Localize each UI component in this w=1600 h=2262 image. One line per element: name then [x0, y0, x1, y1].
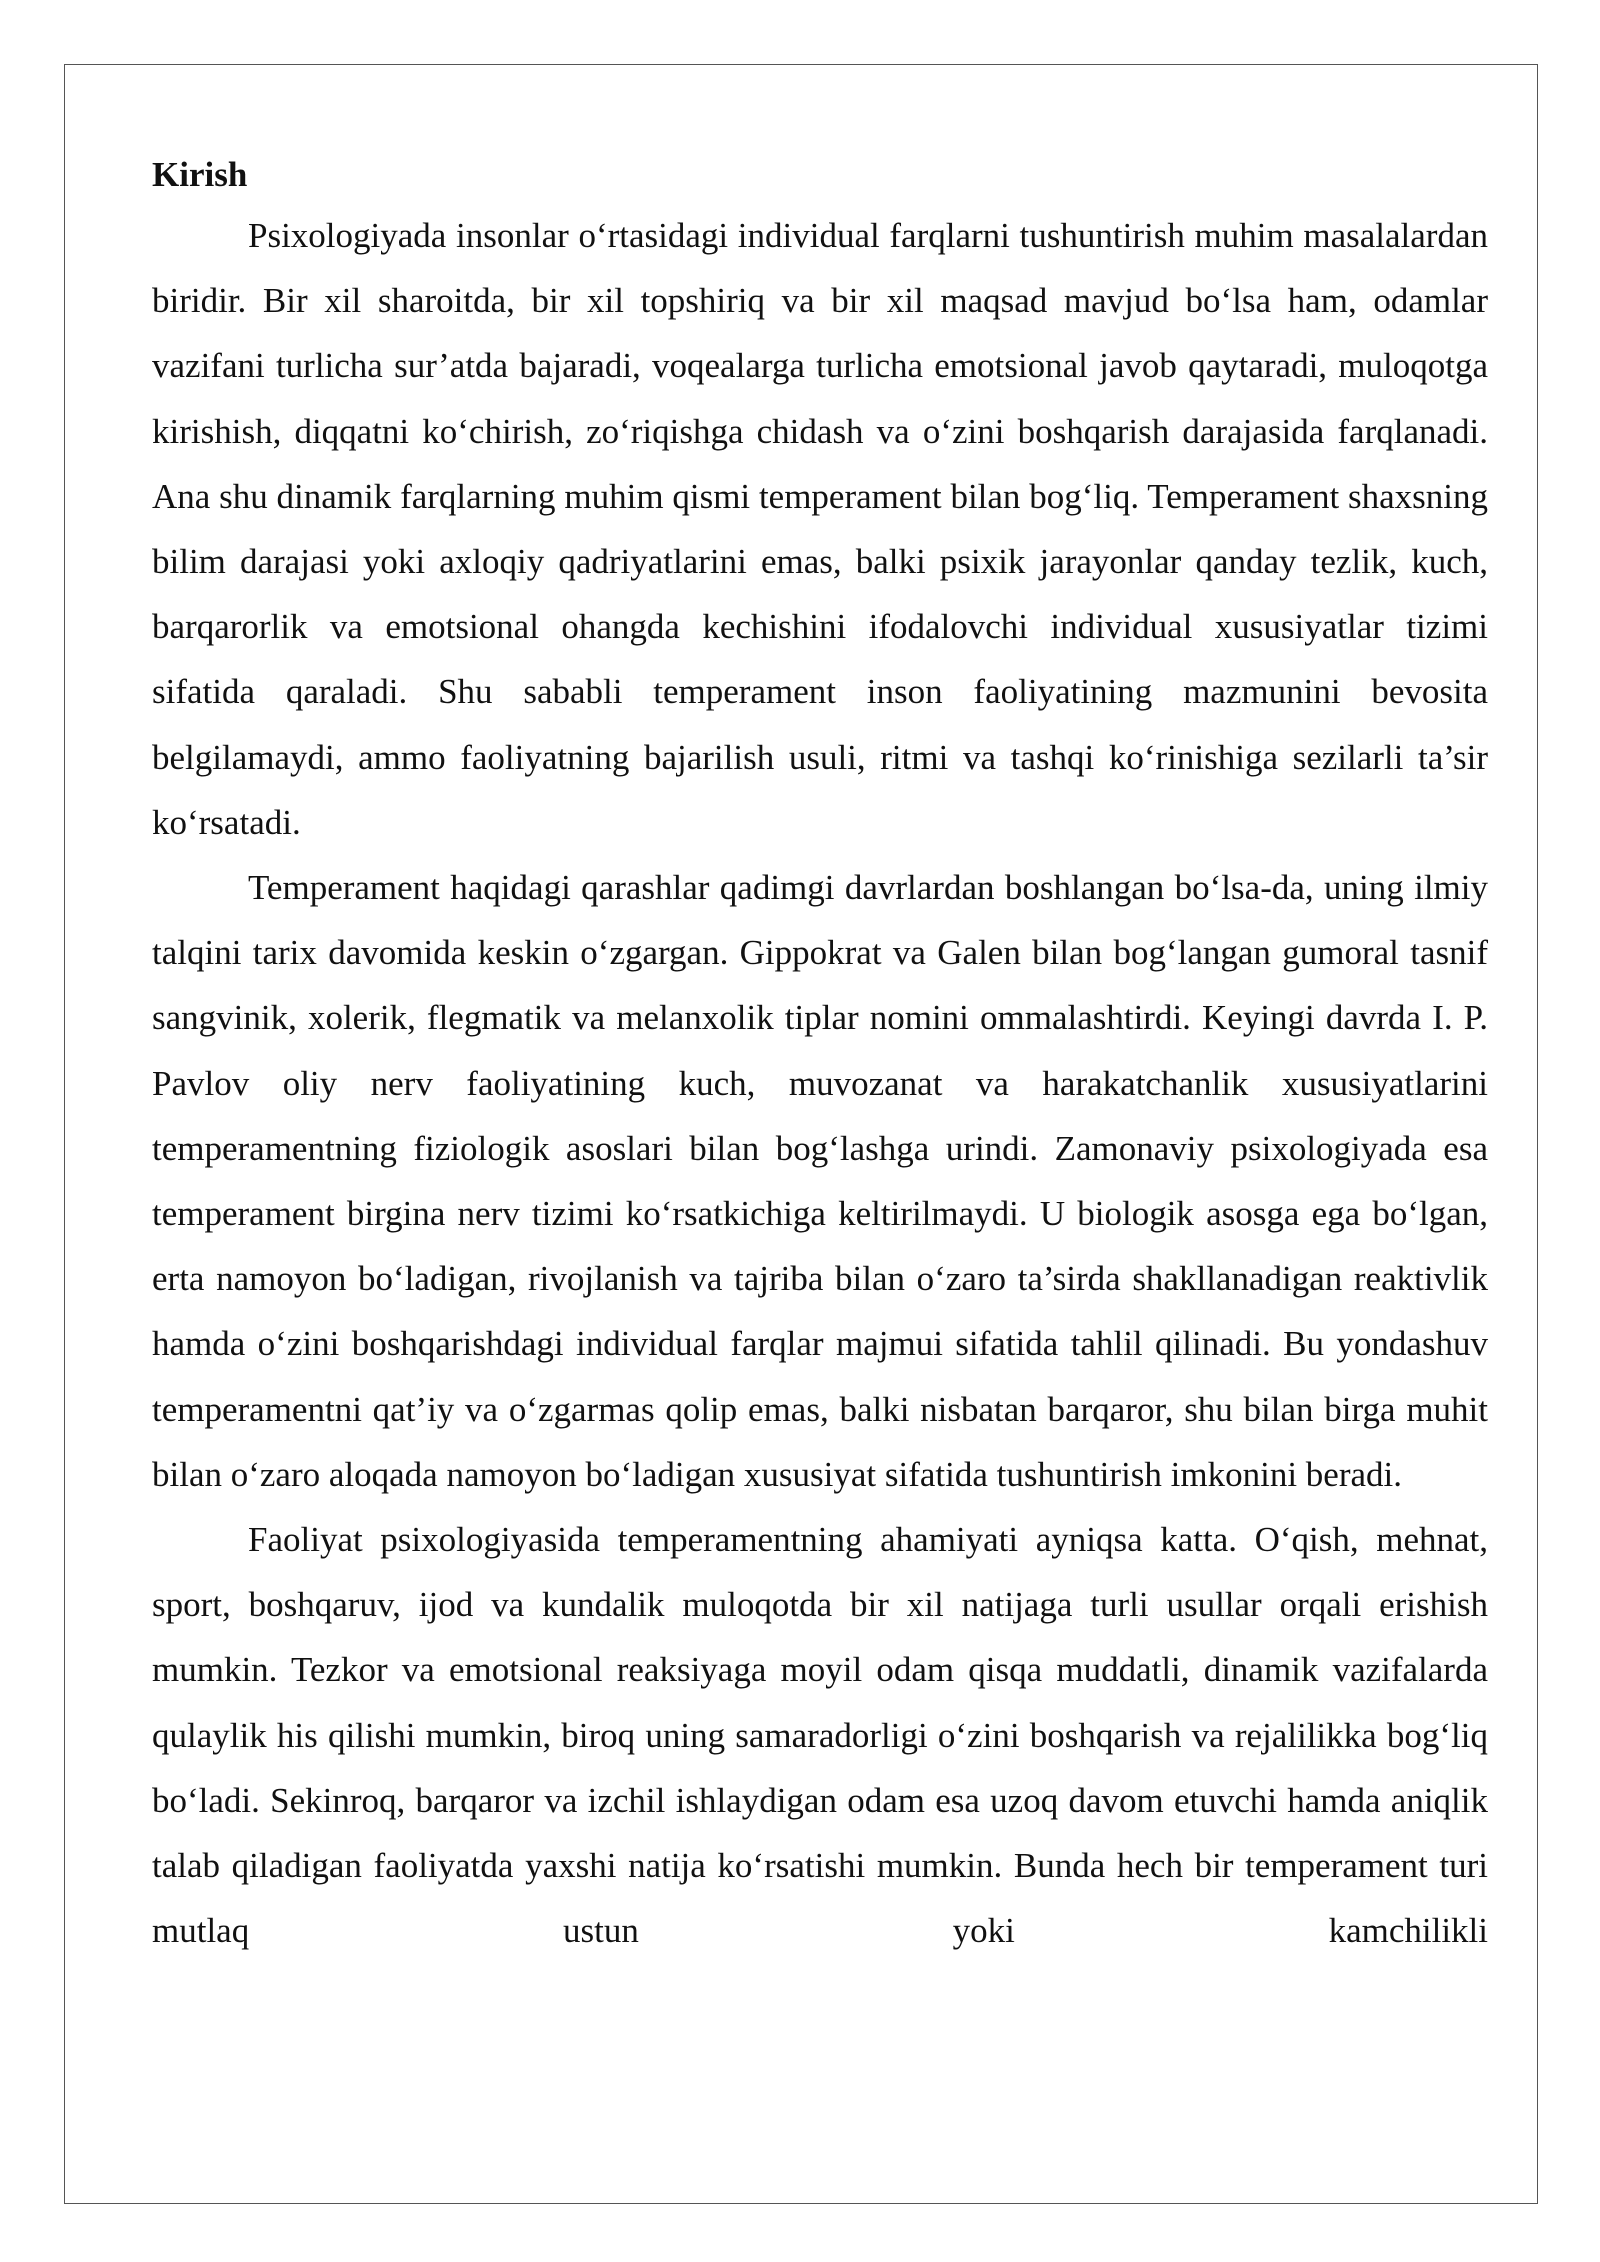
document-body — [152, 147, 1488, 1963]
paragraph-2: Temperament haqidagi qarashlar qadimgi davrlardan boshlangan bo‘lsa-da, uning ilmiy talqini tarix davomida keskin o‘zgargan. Gippokrat va Galen bilan bog‘langan gumoral tasnif sangvinik, xolerik, flegmatik va melanxolik tiplar nomini ommalashtirdi. Keyingi davrda I. P. Pavlov oliy nerv faoliyatining kuch, muvozanat va harakatchanlik xususiyatlarini temperamentning fiziologik asoslari bilan bog‘lashga urindi. Zamonaviy psixologiyada esa temperament birgina nerv tizimi ko‘rsatkichiga keltirilmaydi. U biologik asosga ega bo‘lgan, erta namoyon bo‘ladigan, rivojlanish va tajriba bilan o‘zaro ta’sirda shakllanadigan reaktivlik hamda o‘zini boshqarishdagi individual farqlar majmui sifatida tahlil qilinadi. Bu yondashuv temperamentni qat’iy va o‘zgarmas qolip emas, balki nisbatan barqaror, shu bilan birga muhit bilan o‘zaro aloqada namoyon bo‘ladigan xususiyat sifatida tushuntirish imkonini beradi. — [152, 868, 1488, 1494]
paragraph-3: Faoliyat psixologiyasida temperamentning ahamiyati ayniqsa katta. O‘qish, mehnat, sport, boshqaruv, ijod va kundalik muloqotda bir xil natijaga turli usullar orqali erishish mumkin. Tezkor va emotsional reaksiyaga moyil odam qisqa muddatli, dinamik vazifalarda qulaylik his qilishi mumkin, biroq uning samaradorligi o‘zini boshqarish va rejalilikka bog‘liq bo‘ladi. Sekinroq, barqaror va izchil ishlaydigan odam esa uzoq davom etuvchi hamda aniqlik talab qiladigan faoliyatda yaxshi natija ko‘rsatishi mumkin. Bunda hech bir temperament turi mutlaq ustun yoki kamchilikli — [152, 1520, 1488, 1951]
section-heading: Kirish — [152, 155, 248, 194]
paragraph-1: Psixologiyada insonlar o‘rtasidagi individual farqlarni tushuntirish muhim masalalardan biridir. Bir xil sharoitda, bir xil topshiriq va bir xil maqsad mavjud bo‘lsa ham, odamlar vazifani turlicha sur’atda bajaradi, voqealarga turlicha emotsional javob qaytaradi, muloqotga kirishish, diqqatni ko‘chirish, zo‘riqishga chidash va o‘zini boshqarish darajasida farqlanadi. Ana shu dinamik farqlarning muhim qismi temperament bilan bog‘liq. Temperament shaxsning bilim darajasi yoki axloqiy qadriyatlarini emas, balki psixik jarayonlar qanday tezlik, kuch, barqarorlik va emotsional ohangda kechishini ifodalovchi individual xususiyatlar tizimi sifatida qaraladi. Shu sababli temperament inson faoliyatining mazmunini bevosita belgilamaydi, ammo faoliyatning bajarilish usuli, ritmi va tashqi ko‘rinishiga sezilarli ta’sir ko‘rsatadi. — [152, 216, 1488, 842]
